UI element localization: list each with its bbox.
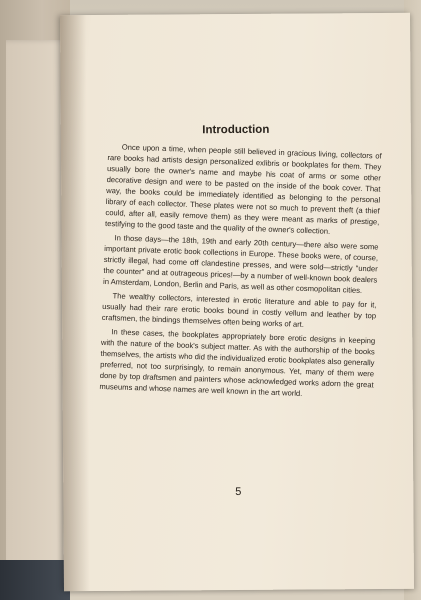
paragraph: The wealthy collectors, interested in erotic literature and able to pay for it, usually had their rare erotic books bound in costly vellum and leather by top craftsmen, the bindings themselves often being works of art. (101, 291, 377, 329)
paragraph: In those days—the 18th, 19th and early 20th century—there also were some important private erotic book collections in Europe. These books were, of course, strictly illegal, had come off clandestine presses, and were sold—strictly "under the counter" and at outrageous prices!—by a number of well-known book dealers in Amsterdam, London, Berlin and Paris, as well as other cosmopolitan cities. (102, 233, 379, 295)
spine-shadow (60, 15, 90, 591)
left-page-edge (6, 40, 66, 600)
paragraph: Once upon a time, when people still believed in gracious living, collectors of rare books had artists design personalized exlibris or bookplates for them. They usually bore the owner's name and maybe his coat of arms or some other decorative design and were to be pasted on the inside of the book cover. That way, the books could be immediately identified as belonging to the personal library of each collector. These plates were not so much to prevent theft (a thief could, after all, easily remove them) as they were meant as marks of prestige, testifying to the good taste and the quality of the owner's collection. (104, 142, 382, 236)
paragraph: In these cases, the bookplates appropriately bore erotic designs in keeping with the nature of the book's subject matter. As with the authorship of the books themselves, the artists who did the individualized erotic bookplates also generally preferred, not too surprisingly, to remain anonymous. Yet, many of them were done by top draftsmen and painters whose acknowledged works adorn the great museums and whose names are well known in the art world. (99, 327, 376, 398)
page-number: 5 (235, 485, 242, 499)
left-page (0, 0, 70, 600)
page-body (99, 141, 382, 404)
page-title: Introduction (202, 123, 270, 137)
book-cover-corner (0, 560, 70, 600)
